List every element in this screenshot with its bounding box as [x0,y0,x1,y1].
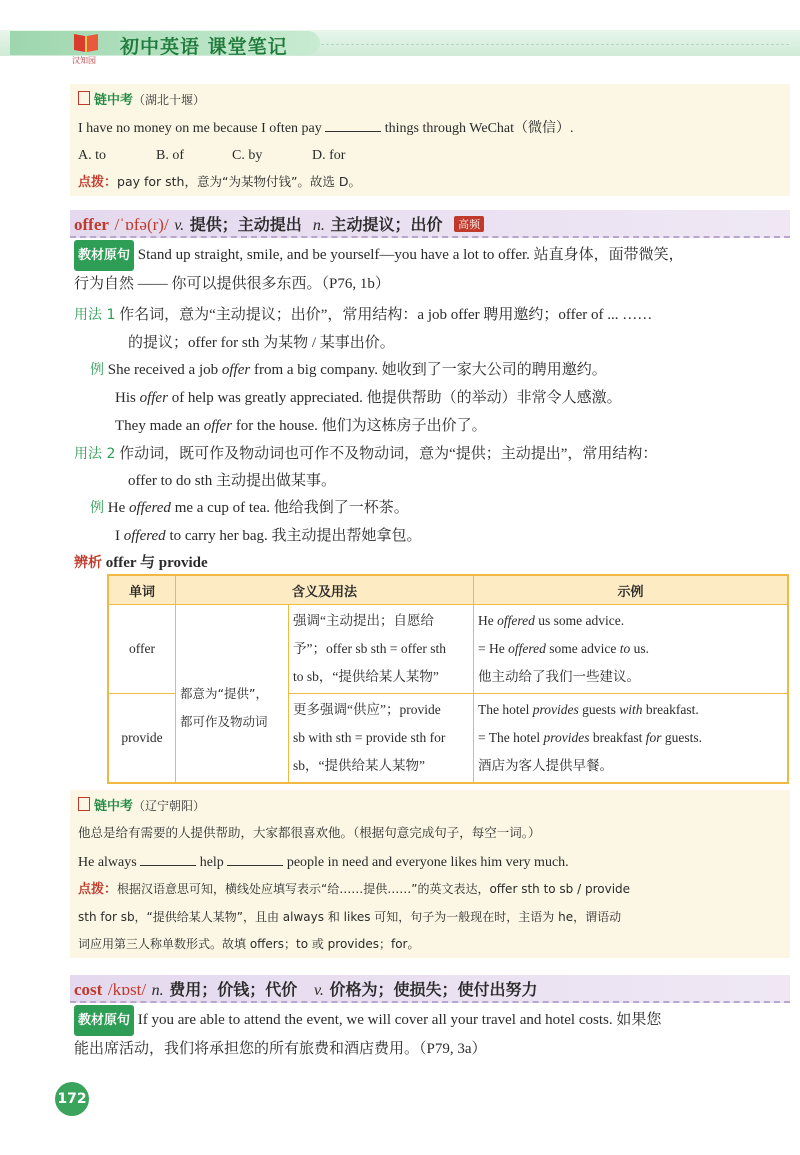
usage2-line1 [74,440,657,469]
analysis-label: 辨析 [74,555,102,571]
usage-line: 予”；offer sb sth = offer sth [293,641,446,656]
ex1-c: from a big company. 她收到了一家大公司的聘用邀约。 [250,362,607,378]
cost-source-line1 [74,1005,661,1036]
cost-phonetic: /kɒst/ [107,980,147,999]
exam1-option-b: B. of [156,148,184,163]
cost-source-text1: If you are able to attend the event, we will cover all your travel and hotel costs. 如果您 [137,1012,662,1028]
usage2-text1: 作动词，既可作及物动词也可作不及物动词，意为“提供；主动提出”，常用结构： [119,446,658,462]
book-icon [72,30,100,54]
header-title-a: 初中英语 [120,36,201,58]
exam1-tip-text: pay for sth，意为“为某物付钱”。故选 D。 [117,174,362,189]
t-ex: breakfast. [642,702,699,717]
exam1-tip-label: 点拨： [78,175,118,190]
th-example: 示例 [474,575,789,605]
t-ex-em: to [619,641,631,656]
high-frequency-badge: 高频 [454,216,484,232]
th-usage: 含义及用法 [176,575,474,605]
example-line: 酒店为客人提供早餐。 [478,758,613,773]
exam2-q-a: He always [78,855,137,870]
usage1-label: 用法 1 [74,307,116,323]
ex5-c: to carry her bag. 我主动提出帮她拿包。 [165,528,422,544]
t-ex: = The hotel [478,730,544,745]
example-4 [90,494,409,523]
analysis-title: offer 与 provide [105,555,208,571]
header-title-b: 课堂笔记 [207,36,288,58]
book-label: 汉知园 [72,56,96,65]
cost-pos2: v. [313,982,324,999]
row-word: offer [108,605,176,694]
offer-def2: 主动提议；出价 [330,215,443,234]
exam2-tip-line1 [78,879,630,900]
ex2-a: His [115,390,140,406]
header-title [120,32,288,59]
offer-def1: 提供；主动提出 [189,215,302,234]
usage2-label: 用法 2 [74,446,116,462]
ex4-b: offered [129,500,171,516]
usage-line: sb with sth = provide sth for [293,730,446,745]
t-ex: He [478,613,498,628]
example-label-2: 例 [90,500,104,516]
t-ex: = He [478,641,509,656]
ex2-b: offer [139,390,168,406]
t-ex-em: provides [532,702,579,717]
t-ex-em: offered [497,613,535,628]
exam2-blank-2[interactable] [227,851,283,866]
example-5 [115,522,421,551]
exam1-option-d: D. for [312,148,346,163]
offer-source-line2: 行为自然 —— 你可以提供很多东西。（P76, 1b） [74,276,390,292]
th-word: 单词 [108,575,176,605]
exam-box-2 [70,790,790,958]
t-ex: breakfast [589,730,646,745]
row-example [474,605,789,694]
page-number: 172 [55,1082,89,1116]
offer-source-text1: Stand up straight, smile, and be yourself—you have a lot to offer. 站直身体，面带微笑， [137,247,684,263]
offer-phonetic: /ˈɒfə(r)/ [114,215,169,234]
offer-heading [74,212,484,235]
t-ex-em: with [619,702,643,717]
exam1-q-before: I have no money on me because I often pay [78,121,322,136]
usage-line: 强调“主动提出；自愿给 [293,613,434,628]
header-dots [320,43,790,46]
t-ex: guests. [661,730,702,745]
example-line: 他主动给了我们一些建议。 [478,669,640,684]
shared-line1: 都意为“提供”， [180,685,268,701]
ex3-b: offer [203,418,233,434]
usage1-line1 [74,301,652,330]
t-ex-em: for [645,730,662,745]
row-word: provide [108,694,176,784]
offer-pos1: v. [174,217,185,234]
example-1 [90,356,607,385]
ex3-a: They made an [115,418,204,434]
offer-source-tag: 教材原句 [74,240,134,271]
example-label-1: 例 [90,362,104,378]
exam2-q-c: people in need and everyone likes him very much. [286,855,569,870]
exam1-option-c: C. by [232,148,263,163]
table-row [108,605,788,694]
cost-source-line2: 能出席活动，我们将承担您的所有旅费和酒店费用。（P79, 3a） [74,1041,487,1057]
offer-source-line1 [74,240,684,271]
row-usage [289,694,474,784]
ex1-b: offer [221,362,251,378]
exam1-heading [78,89,205,109]
offer-word: offer [74,215,109,234]
ex1-a: She received a job [107,362,222,378]
t-ex: guests [578,702,620,717]
row-usage [289,605,474,694]
exam2-tip-line2: sth for sb，“提供给某人某物”，且由 always 和 likes 可知，句子为一般现在时，主语为 he，谓语动 [78,910,622,924]
example-line [478,607,783,635]
usage-line: sb，“提供给某人某物” [293,758,425,773]
t-ex-em: provides [543,730,590,745]
example-2 [115,384,622,413]
exam2-tip-label: 点拨： [78,882,118,897]
ex4-c: me a cup of tea. 他给我倒了一杯茶。 [170,500,409,516]
exam1-option-a: A. to [78,148,106,163]
example-line [478,635,783,663]
example-line [478,696,783,724]
t-ex-em: offered [508,641,546,656]
t-ex: some advice [545,641,620,656]
exam2-blank-1[interactable] [140,851,196,866]
exam2-heading [78,795,205,815]
ex4-a: He [107,500,129,516]
exam2-tip-line3: 词应用第三人称单数形式。故填 offers；to 或 provides；for。 [78,937,420,951]
exam2-source: （辽宁朝阳） [133,799,206,813]
exam1-q-after: things through WeChat（微信）. [384,121,574,136]
exam1-blank[interactable] [325,117,381,132]
ex3-c: for the house. 他们为这栋房子出价了。 [232,418,487,434]
ex5-b: offered [123,528,166,544]
shared-usage-cell [176,605,289,784]
ex5-a: I [115,528,124,544]
t-ex: The hotel [478,702,533,717]
table-header-row [108,575,788,605]
exam1-tip [78,172,361,193]
usage1-text1: 作名词，意为“主动提议；出价”，常用结构：a job offer 聘用邀约；offer of ... …… [119,307,653,323]
usage1-line2: 的提议；offer for sth 为某物 / 某事出价。 [128,335,395,351]
exam-icon [78,797,90,811]
exam1-question [78,117,574,139]
example-line [478,724,783,752]
comparison-table [107,574,789,784]
exam2-label: 链中考 [94,799,134,814]
exam1-source: （湖北十堰） [133,93,206,107]
exam2-q-b: help [199,855,224,870]
cost-def2: 价格为；使损失；使付出努力 [329,980,538,999]
shared-line2: 都可作及物动词 [180,713,268,729]
exam-icon [78,91,90,105]
cost-heading [74,977,538,1000]
cost-def1: 费用；价钱；代价 [169,980,298,999]
cost-word: cost [74,980,103,999]
usage2-line2: offer to do sth 主动提出做某事。 [128,473,337,489]
usage-line: to sb，“提供给某人某物” [293,669,439,684]
exam1-label: 链中考 [94,93,134,108]
exam2-question [78,851,569,873]
offer-pos2: n. [312,217,325,234]
ex2-c: of help was greatly appreciated. 他提供帮助（的举动）非常令人感激。 [167,390,622,406]
cost-source-tag: 教材原句 [74,1005,134,1036]
row-example [474,694,789,784]
cost-pos1: n. [151,982,164,999]
exam2-tip-text1: 根据汉语意思可知，横线处应填写表示“给……提供……”的英文表达，offer sth to sb / provide [117,882,631,896]
t-ex: us some advice. [534,613,625,628]
t-ex: us. [630,641,649,656]
usage-line: 更多强调“供应”；provide [293,702,441,717]
example-3 [115,412,487,441]
exam2-prompt: 他总是给有需要的人提供帮助，大家都很喜欢他。（根据句意完成句子，每空一词。） [78,825,541,840]
